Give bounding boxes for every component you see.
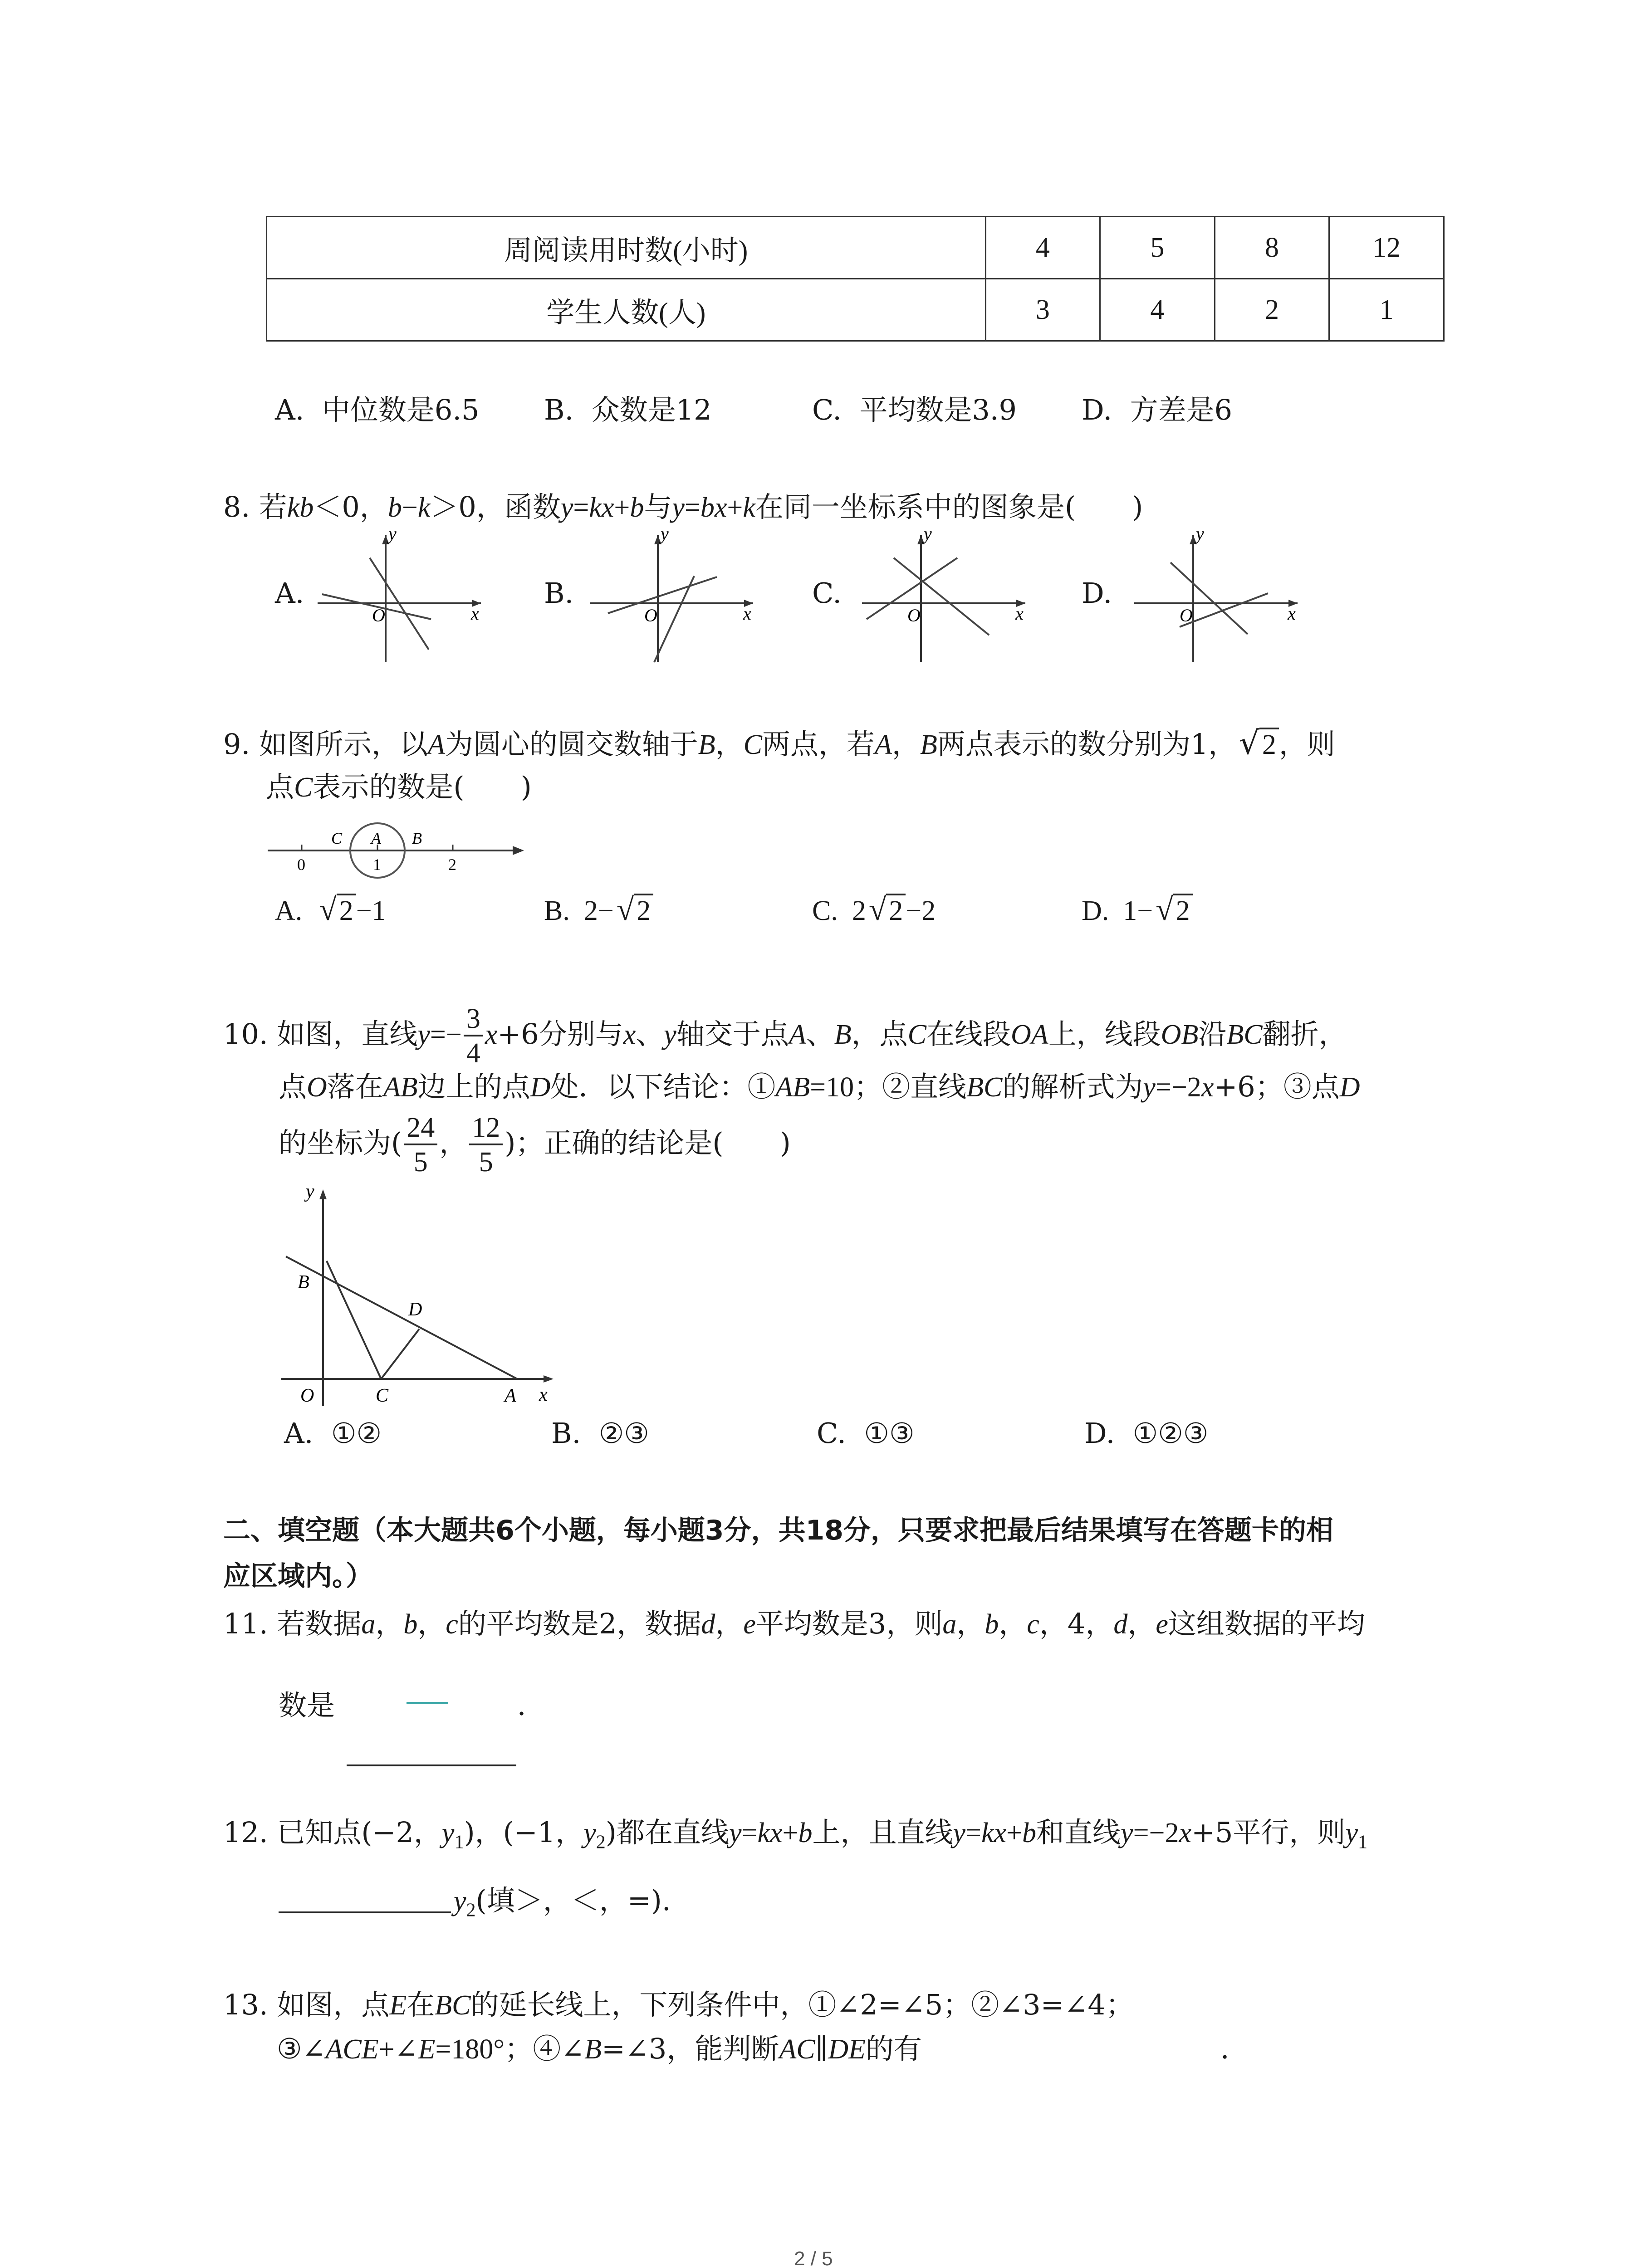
math: B: [584, 2034, 602, 2065]
text: ，点: [851, 1017, 908, 1051]
math: E: [389, 1990, 407, 2021]
text: 点: [266, 770, 294, 803]
option-text: ①②③: [1132, 1417, 1209, 1450]
q11-period: ．: [517, 1689, 546, 1722]
answer-cursor-mark: [407, 1702, 448, 1704]
math: b: [1022, 1818, 1037, 1848]
q13-period: ．: [1220, 2032, 1249, 2065]
math: BC: [435, 1990, 471, 2021]
q9-stem-line2: [266, 769, 532, 806]
text: 、: [806, 1017, 834, 1051]
math: OA: [1011, 1019, 1048, 1050]
text: 如图，点: [277, 1988, 390, 2021]
q10-option-d: [1084, 1415, 1208, 1452]
text: 这组数据的平均: [1168, 1607, 1365, 1640]
text: +6分别与: [497, 1017, 623, 1051]
tick-label: 2: [448, 855, 456, 874]
radicand: 2: [634, 894, 653, 926]
q9-option-a: [275, 892, 386, 929]
math: b: [798, 1818, 813, 1848]
text: 边上的点: [417, 1070, 530, 1103]
text: 如图，直线: [277, 1017, 418, 1051]
text: ，: [439, 1126, 468, 1159]
q9-stem-line1: [223, 725, 1335, 763]
math: y: [454, 1886, 466, 1916]
sqrt: √2: [1153, 892, 1192, 929]
text: )，(−1，: [464, 1816, 584, 1849]
option-key: C.: [812, 895, 838, 926]
text: 的延长线上，下列条件中，①∠2=∠5；②∠3=∠4；: [470, 1988, 1134, 2021]
math: OB: [1161, 1019, 1199, 1050]
text: +6；③点: [1214, 1070, 1340, 1103]
option-key: A.: [284, 1417, 314, 1450]
y-axis-label: y: [661, 526, 669, 544]
point-c-label: C: [331, 829, 343, 847]
q9-number-line-figure: [268, 816, 531, 889]
option-key: A.: [275, 393, 304, 426]
table-cell: 4: [985, 217, 1100, 279]
q13-stem-line1: [223, 1987, 1134, 2024]
q10-option-b: [551, 1415, 649, 1452]
q8-graph-d: [1125, 526, 1307, 671]
sqrt: √2: [614, 892, 653, 929]
table-cell: 4: [1100, 279, 1215, 341]
math: y: [417, 1019, 430, 1050]
radicand: 2: [337, 894, 356, 926]
math: A: [875, 729, 892, 760]
math: −: [402, 492, 418, 523]
math: =−2: [1155, 1072, 1201, 1103]
origin-label: O: [644, 605, 657, 626]
math: y: [560, 492, 573, 523]
question-number: 13.: [223, 1988, 268, 2021]
math: B: [834, 1019, 852, 1050]
option-text: ①②: [331, 1417, 382, 1450]
text: 已知点(−2，: [277, 1816, 442, 1849]
math: x: [1179, 1818, 1192, 1848]
text: −1: [356, 895, 386, 926]
table-cell: 12: [1329, 217, 1444, 279]
table-cell: 3: [985, 279, 1100, 341]
text: +5平行，则: [1191, 1816, 1346, 1849]
text: ，: [375, 1607, 404, 1640]
numerator: 24: [404, 1112, 437, 1145]
fraction: [464, 1003, 483, 1070]
math: +: [727, 492, 743, 523]
text: 上，且直线: [812, 1816, 953, 1849]
denominator: 5: [479, 1146, 493, 1178]
math: x: [623, 1019, 636, 1050]
denominator: 4: [466, 1037, 480, 1069]
text: 为圆心的圆交数轴于: [445, 728, 698, 761]
q13-stem-line2: [277, 2031, 922, 2068]
math: c: [1027, 1609, 1039, 1640]
text: 的坐标为(: [279, 1126, 402, 1159]
origin-label: O: [300, 1385, 314, 1406]
text: =10；②直线: [810, 1072, 967, 1103]
math: a: [361, 1609, 376, 1640]
q8-stem: [223, 489, 1143, 526]
text: 2−: [583, 895, 614, 926]
math: =: [741, 1818, 758, 1848]
table-cell: 1: [1329, 279, 1444, 341]
text: 轴交于点: [676, 1017, 789, 1051]
text: 平均数是3，则: [755, 1607, 943, 1640]
text: −2: [906, 895, 936, 926]
question-number: 12.: [223, 1816, 268, 1849]
text: ，: [999, 1607, 1027, 1640]
math: y: [583, 1818, 596, 1848]
math: O: [307, 1072, 327, 1103]
x-axis-label: x: [743, 603, 751, 624]
section-heading-line2: 应区域内。）: [223, 1560, 373, 1592]
q12-answer-blank[interactable]: [279, 1911, 451, 1913]
text: ＜0，: [314, 490, 388, 523]
q10-stem-line2: [279, 1069, 1360, 1105]
page-number: 2 / 5: [794, 2248, 833, 2268]
text: ，: [956, 1607, 985, 1640]
point-a-label: A: [505, 1385, 516, 1406]
text: 两点表示的数分别为1，: [937, 728, 1237, 761]
math: B: [698, 729, 715, 760]
q8-graph-a: [309, 526, 490, 671]
math: C: [294, 772, 313, 803]
math: y: [1121, 1818, 1133, 1848]
text: 在线段: [926, 1017, 1011, 1051]
text: 若数据: [277, 1607, 362, 1640]
q8-graph-c: [853, 526, 1034, 671]
math: DE: [828, 2034, 866, 2065]
option-key: B.: [544, 895, 570, 926]
q10-option-c: [817, 1415, 915, 1452]
math: y: [953, 1818, 966, 1848]
math: +: [1006, 1818, 1023, 1848]
sqrt: √2: [866, 892, 906, 929]
math: bx: [700, 492, 727, 523]
option-text: 方差是6: [1130, 393, 1233, 426]
option-key: D.: [1082, 393, 1112, 426]
subscript: 1: [1357, 1832, 1367, 1853]
section-heading-line1: 二、填空题（本大题共6个小题，每小题3分，共18分，只要求把最后结果填写在答题卡的相: [223, 1515, 1333, 1546]
option-text: 平均数是3.9: [859, 393, 1017, 426]
origin-label: O: [372, 605, 385, 626]
math: y: [1143, 1072, 1156, 1103]
subscript: 2: [596, 1832, 606, 1853]
table-cell: 2: [1215, 279, 1329, 341]
math: C: [743, 729, 763, 760]
y-axis-label: y: [388, 526, 397, 544]
math: AB: [383, 1072, 418, 1103]
subscript: 1: [454, 1832, 464, 1853]
q11-stem-line1: [223, 1606, 1365, 1642]
text: 1−: [1123, 895, 1153, 926]
math: C: [907, 1019, 926, 1050]
math: b: [630, 492, 644, 523]
fraction: [469, 1112, 503, 1179]
text: )都在直线: [605, 1816, 729, 1849]
table-header-cell: 学生人数(人): [267, 279, 986, 341]
math: AC: [779, 2034, 815, 2065]
numerator: 12: [469, 1112, 503, 1145]
text: 两点，若: [762, 728, 875, 761]
q8-option-c-label: C.: [812, 577, 842, 610]
question-number: 10.: [223, 1017, 268, 1051]
math: e: [743, 1609, 756, 1640]
option-key: D.: [1084, 1417, 1115, 1450]
math: =: [965, 1818, 981, 1848]
math: k: [743, 492, 755, 523]
text: ＞0，函数: [430, 490, 561, 523]
y-axis-label: y: [1196, 526, 1204, 544]
math: A: [789, 1019, 806, 1050]
math: y: [729, 1818, 742, 1848]
text: ，则: [1279, 728, 1335, 761]
q8-option-b-label: B.: [544, 577, 574, 610]
math: kx: [757, 1818, 783, 1848]
text: )；正确的结论是( ): [505, 1126, 791, 1159]
point-d-label: D: [408, 1299, 422, 1320]
question-number: 9.: [223, 728, 250, 761]
text: 与: [644, 490, 672, 523]
q12-stem-line2: [454, 1882, 671, 1928]
subscript: 2: [466, 1900, 476, 1921]
math: x: [1201, 1072, 1214, 1103]
math: AB: [775, 1072, 810, 1103]
q8-option-a-label: A.: [275, 577, 304, 610]
text: 翻折，: [1262, 1017, 1347, 1051]
text: (填＞，＜，=).: [475, 1884, 671, 1917]
math: +: [782, 1818, 798, 1848]
text: 和直线: [1036, 1816, 1121, 1849]
q7-option-a: [275, 392, 480, 428]
q8-option-d-label: D.: [1082, 577, 1112, 610]
text: 如图所示，以: [259, 728, 428, 761]
text: ③∠: [277, 2032, 326, 2065]
math: b: [403, 1609, 418, 1640]
q8-graph-b: [581, 526, 762, 671]
text: 沿: [1198, 1017, 1227, 1051]
question-number: 11.: [223, 1607, 268, 1640]
q7-option-c: [812, 392, 1017, 428]
math: =−: [430, 1019, 462, 1050]
text: 落在: [327, 1070, 383, 1103]
math: +∠: [378, 2034, 418, 2065]
q10-stem-line1: [223, 998, 1347, 1071]
point-b-label: B: [298, 1272, 309, 1293]
math: D: [530, 1072, 551, 1103]
q10-option-a: [284, 1415, 382, 1452]
math: BC: [966, 1072, 1003, 1103]
option-key: D.: [1082, 895, 1109, 926]
text: 2: [852, 895, 866, 926]
numerator: 3: [464, 1003, 483, 1036]
point-c-label: C: [376, 1385, 389, 1406]
y-axis-label: y: [924, 526, 932, 544]
math: x: [485, 1019, 498, 1050]
math: ∥: [815, 2034, 828, 2065]
q9-option-b: [544, 892, 653, 929]
q9-option-d: [1082, 892, 1193, 929]
math: y: [664, 1019, 676, 1050]
text: 上，线段: [1048, 1017, 1161, 1051]
radicand: 2: [1173, 894, 1193, 926]
text: =180°；④∠: [435, 2034, 585, 2065]
text: 、: [636, 1017, 664, 1051]
text: 在: [407, 1988, 435, 2021]
math: b: [985, 1609, 999, 1640]
denominator: 5: [413, 1146, 428, 1178]
text: 若: [259, 490, 287, 523]
option-key: C.: [817, 1417, 846, 1450]
math: BC: [1226, 1019, 1263, 1050]
table-row: [267, 279, 1444, 341]
q11-stem-line2-label: 数是: [279, 1689, 335, 1722]
q10-stem-line3: [279, 1107, 791, 1179]
table-cell: 8: [1215, 217, 1329, 279]
tick-label: 1: [373, 855, 381, 874]
tick-label: 0: [297, 855, 305, 874]
math: A: [427, 729, 445, 760]
option-key: A.: [275, 895, 303, 926]
option-key: B.: [544, 393, 574, 426]
x-axis-label: x: [471, 603, 479, 624]
table-row: [267, 217, 1444, 279]
math: y: [1345, 1818, 1358, 1848]
text: ，: [892, 728, 920, 761]
table-header-cell: 周阅读用时数(小时): [267, 217, 986, 279]
text: ，: [1127, 1607, 1156, 1640]
reading-hours-table: [266, 216, 1445, 342]
option-text: 中位数是6.5: [322, 393, 480, 426]
text: ，4，: [1039, 1607, 1114, 1640]
point-b-label: B: [412, 829, 422, 847]
math: =: [573, 492, 589, 523]
text: 的平均数是2，数据: [458, 1607, 701, 1640]
question-number: 8.: [223, 490, 250, 523]
math: y: [672, 492, 685, 523]
text: =∠3，能判断: [602, 2032, 779, 2065]
text: 的解析式为: [1002, 1070, 1143, 1103]
text: 的有: [865, 2032, 922, 2065]
math: a: [942, 1609, 957, 1640]
option-key: B.: [551, 1417, 581, 1450]
q9-option-c: [812, 892, 936, 929]
math: k: [417, 492, 431, 523]
q11-answer-blank[interactable]: [347, 1765, 516, 1766]
table-cell: 5: [1100, 217, 1215, 279]
math: kb: [287, 492, 314, 523]
math: ACE: [325, 2034, 379, 2065]
text: 在同一坐标系中的图象是( ): [755, 490, 1143, 523]
x-axis-label: x: [1288, 603, 1296, 624]
math: E: [418, 2034, 436, 2065]
math: =−2: [1133, 1818, 1179, 1848]
q7-option-d: [1082, 392, 1232, 428]
sqrt: √2: [1236, 725, 1279, 763]
math: d: [1113, 1609, 1128, 1640]
option-text: ②③: [598, 1417, 649, 1450]
text: 处．以下结论：①: [550, 1070, 776, 1103]
text: ，: [417, 1607, 446, 1640]
text: 点: [279, 1070, 307, 1103]
option-text: ①③: [864, 1417, 915, 1450]
y-axis-label: y: [306, 1181, 314, 1202]
math: y: [441, 1818, 455, 1848]
q12-stem-line1: [223, 1814, 1367, 1860]
math: kx: [589, 492, 614, 523]
point-a-label: A: [371, 829, 381, 847]
x-axis-label: x: [539, 1384, 548, 1405]
sqrt: √2: [316, 892, 356, 929]
math: b: [387, 492, 402, 523]
math: =: [684, 492, 700, 523]
math: B: [920, 729, 937, 760]
text: 表示的数是( ): [313, 770, 532, 803]
text: ，: [715, 1607, 744, 1640]
x-axis-label: x: [1015, 603, 1024, 624]
math: D: [1339, 1072, 1360, 1103]
q7-option-b: [544, 392, 712, 428]
radicand: 2: [1259, 728, 1279, 760]
origin-label: O: [1180, 605, 1193, 626]
origin-label: O: [907, 605, 921, 626]
option-text: 众数是12: [591, 393, 712, 426]
math: c: [446, 1609, 458, 1640]
radicand: 2: [886, 894, 906, 926]
option-key: C.: [812, 393, 842, 426]
text: ，: [715, 728, 744, 761]
fraction: [404, 1112, 437, 1179]
math: +: [614, 492, 630, 523]
q10-figure: [272, 1179, 572, 1415]
math: kx: [981, 1818, 1007, 1848]
math: e: [1156, 1609, 1168, 1640]
math: d: [701, 1609, 715, 1640]
